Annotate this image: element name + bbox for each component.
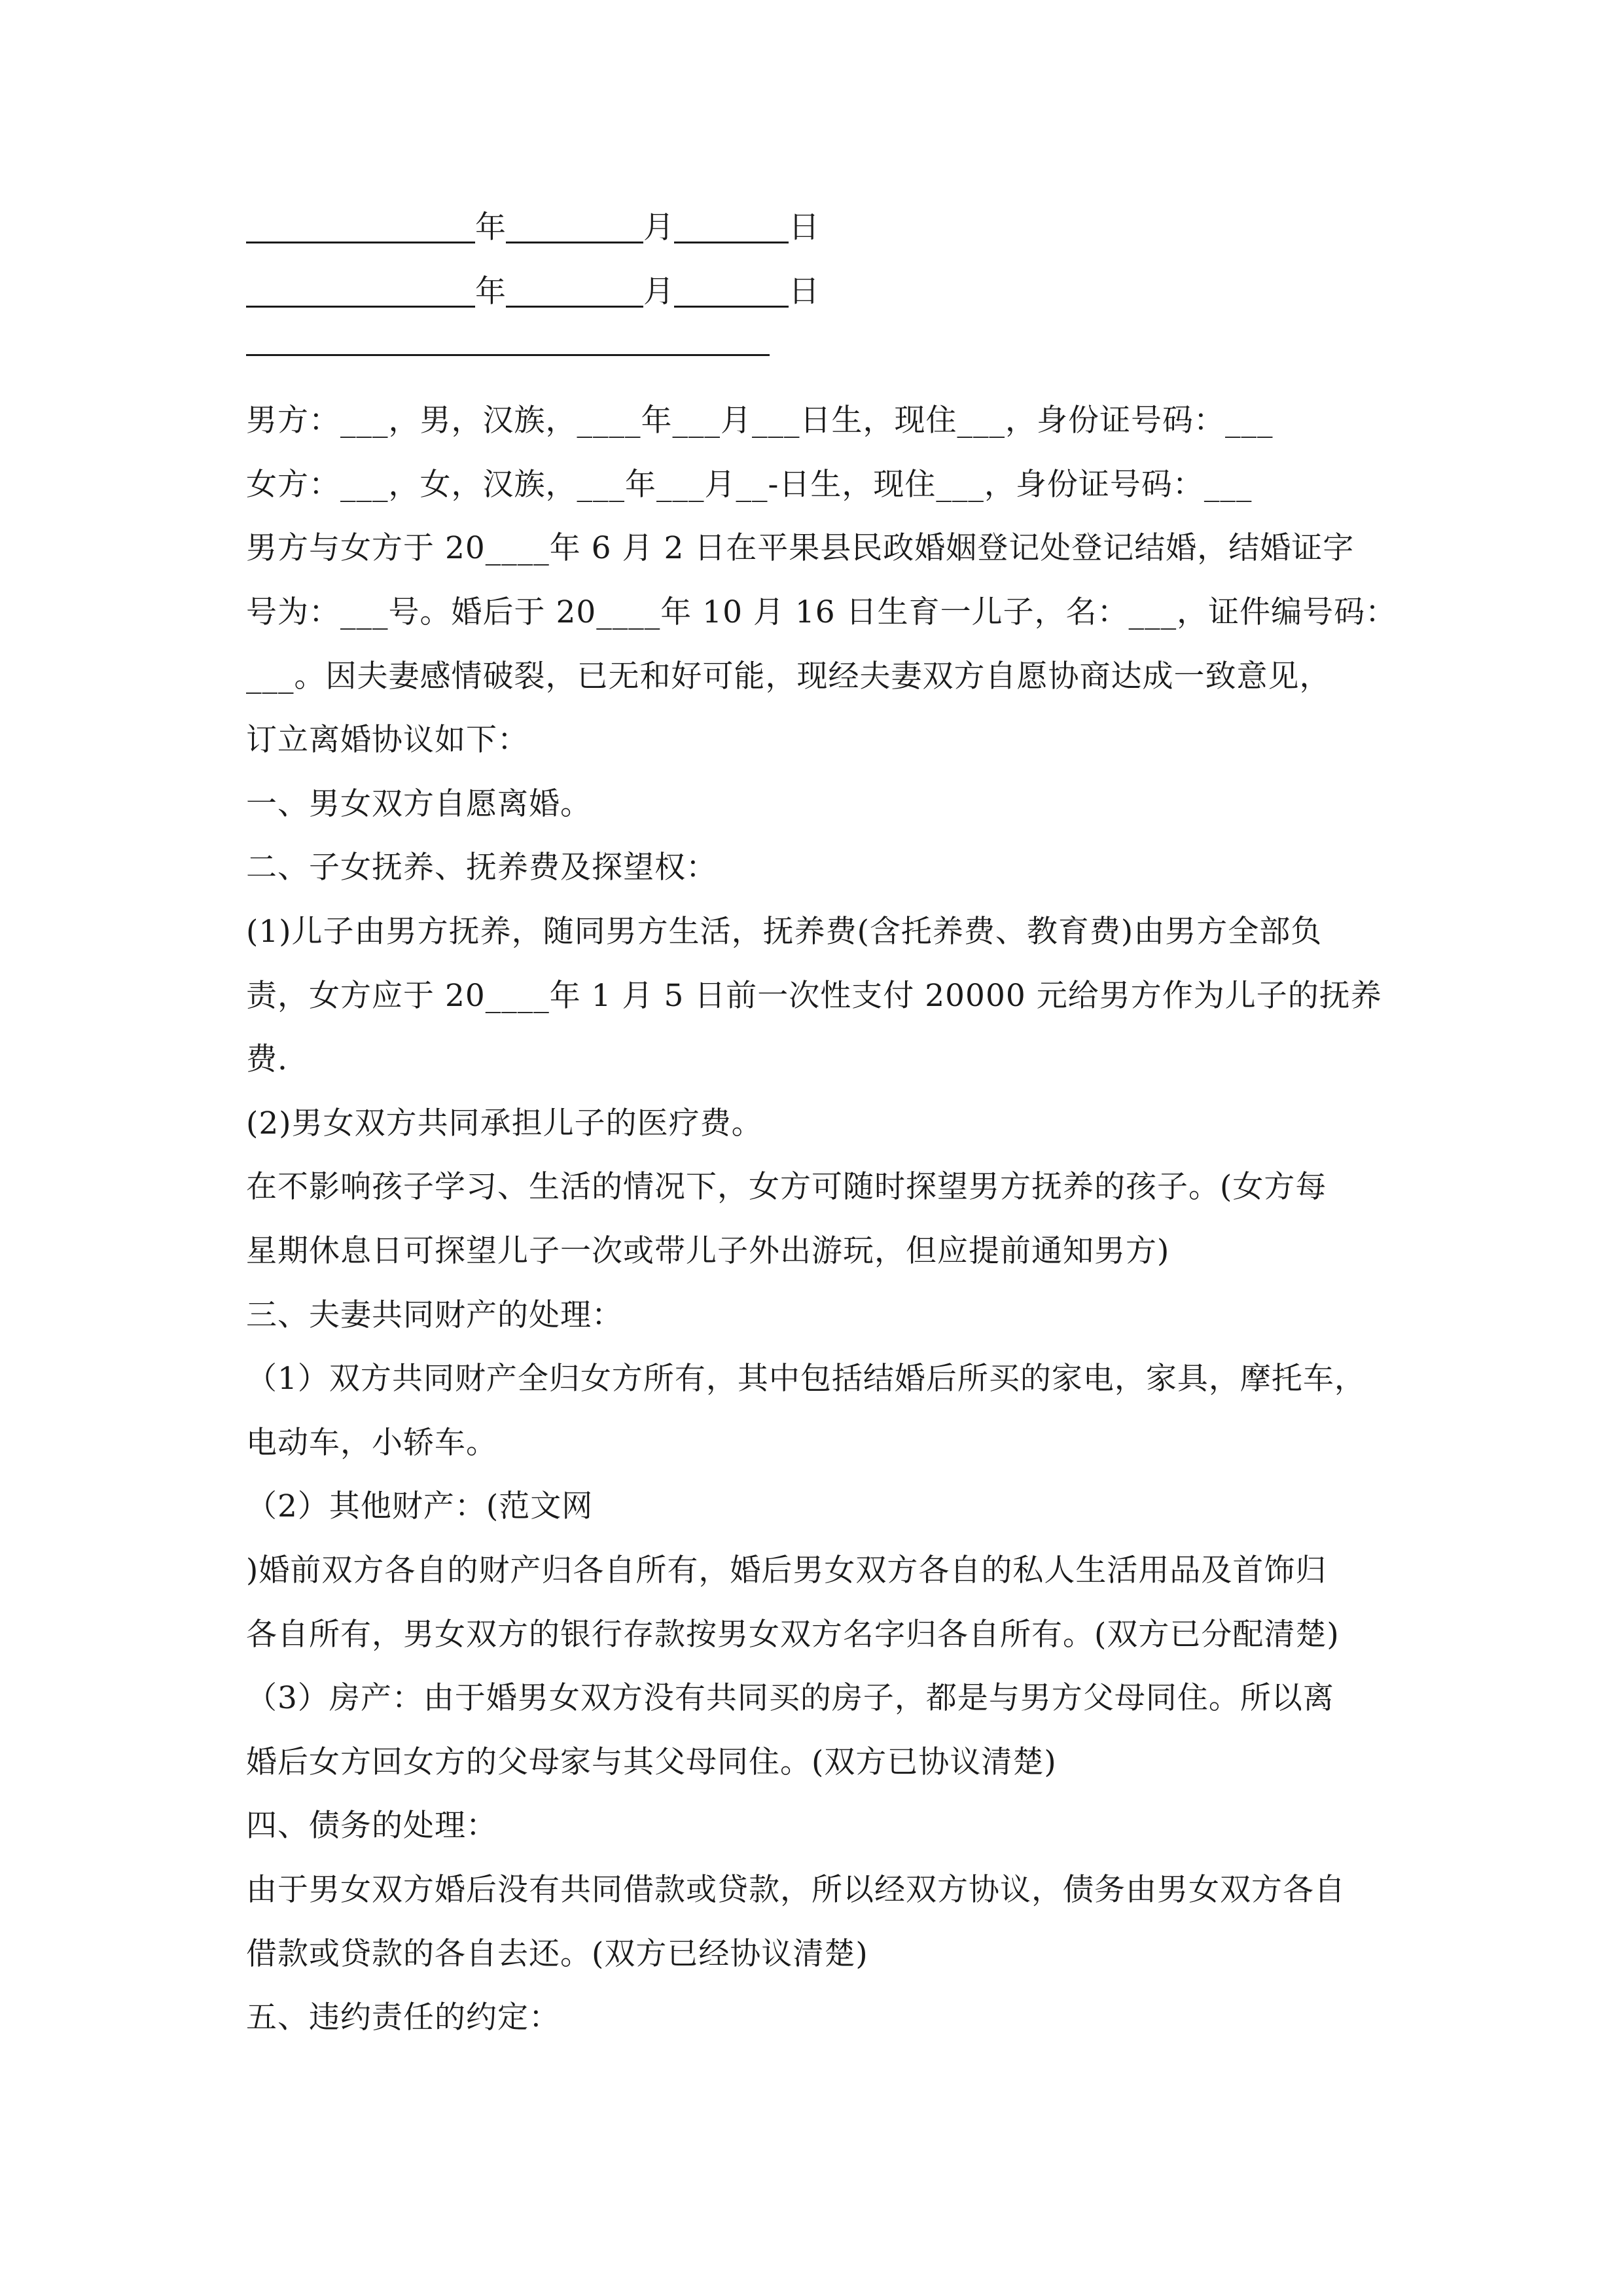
body-line: )婚前双方各自的财产归各自所有，婚后男女双方各自的私人生活用品及首饰归 <box>246 1552 1327 1588</box>
separator-rule <box>246 354 770 356</box>
month-blank <box>506 274 643 308</box>
body-line: 责，女方应于 20____年 1 月 5 日前一次性支付 20000 元给男方作为儿子的抚养 <box>246 978 1382 1014</box>
body-line: 订立离婚协议如下： <box>246 722 529 758</box>
body-line: ___。因夫妻感情破裂，已无和好可能，现经夫妻双方自愿协商达成一致意见， <box>246 658 1331 694</box>
body-line: (2)男女双方共同承担儿子的医疗费。 <box>246 1105 763 1141</box>
body-line: （2）其他财产：(范文网 <box>246 1488 594 1524</box>
body-line: 男方与女方于 20____年 6 月 2 日在平果县民政婚姻登记处登记结婚，结婚证字 <box>246 530 1355 566</box>
section-heading-5: 五、违约责任的约定： <box>246 2000 560 2036</box>
date-line-1 <box>246 208 819 247</box>
party-female-line: 女方：___，女，汉族，___年___月__-日生，现住___，身份证号码：___ <box>246 467 1253 503</box>
section-heading-4: 四、债务的处理： <box>246 1808 497 1844</box>
day-blank <box>674 274 789 308</box>
year-blank <box>246 274 475 308</box>
party-male-line: 男方：___，男，汉族，____年___月___日生，现住___，身份证号码：___ <box>246 403 1274 439</box>
body-line: 由于男女双方婚后没有共同借款或贷款，所以经双方协议，债务由男女双方各自 <box>246 1872 1346 1908</box>
body-line: 在不影响孩子学习、生活的情况下，女方可随时探望男方抚养的孩子。(女方每 <box>246 1169 1327 1205</box>
section-heading-3: 三、夫妻共同财产的处理： <box>246 1297 623 1333</box>
section-heading-2: 二、子女抚养、抚养费及探望权： <box>246 850 717 886</box>
body-line: (1)儿子由男方抚养，随同男方生活，抚养费(含托养费、教育费)由男方全部负 <box>246 914 1323 950</box>
year-label: 年 <box>475 274 506 310</box>
body-line: （1）双方共同财产全归女方所有，其中包括结婚后所买的家电，家具，摩托车， <box>246 1361 1366 1397</box>
section-heading-1: 一、男女双方自愿离婚。 <box>246 786 592 822</box>
year-blank <box>246 210 475 243</box>
body-line: 星期休息日可探望儿子一次或带儿子外出游玩，但应提前通知男方) <box>246 1233 1170 1269</box>
month-label: 月 <box>643 274 674 310</box>
body-line: （3）房产：由于婚男女双方没有共同买的房子，都是与男方父母同住。所以离 <box>246 1680 1334 1716</box>
body-line: 费. <box>246 1041 288 1077</box>
body-line: 号为：___号。婚后于 20____年 10 月 16 日生育一儿子，名：___，证件编号码： <box>246 594 1397 630</box>
body-line: 借款或贷款的各自去还。(双方已经协议清楚) <box>246 1936 868 1972</box>
month-label: 月 <box>643 209 674 245</box>
day-blank <box>674 210 789 243</box>
body-line: 婚后女方回女方的父母家与其父母同住。(双方已协议清楚) <box>246 1744 1057 1780</box>
date-line-2 <box>246 272 819 312</box>
day-label: 日 <box>789 209 819 245</box>
day-label: 日 <box>789 274 819 310</box>
body-line: 各自所有，男女双方的银行存款按男女双方名字归各自所有。(双方已分配清楚) <box>246 1617 1340 1653</box>
month-blank <box>506 210 643 243</box>
body-line: 电动车，小轿车。 <box>246 1425 497 1461</box>
year-label: 年 <box>475 209 506 245</box>
